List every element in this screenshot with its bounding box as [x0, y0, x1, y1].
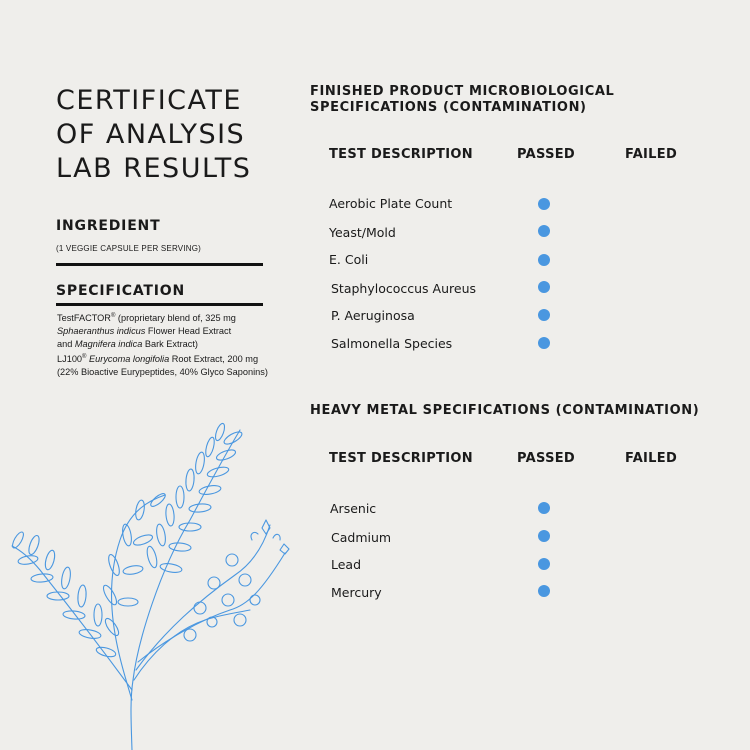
col-header-test: TEST DESCRIPTION	[329, 147, 473, 162]
passed-dot-icon	[538, 198, 550, 210]
spec-line: LJ100® Eurycoma longifolia Root Extract, 200 mg	[57, 354, 259, 365]
title-line: CERTIFICATE	[56, 85, 242, 116]
passed-dot-icon	[538, 254, 550, 266]
passed-dot-icon	[538, 225, 550, 237]
serving-note: (1 VEGGIE CAPSULE PER SERVING)	[56, 244, 202, 253]
title-line: LAB RESULTS	[56, 153, 252, 184]
botanical-plant-icon	[0, 400, 300, 750]
title-line: OF ANALYSIS	[56, 119, 246, 150]
divider-rule	[56, 263, 263, 266]
spec-line: and Magnifera indica Bark Extract)	[57, 339, 198, 350]
test-row-label: Staphylococcus Aureus	[331, 281, 477, 296]
col-header-test: TEST DESCRIPTION	[329, 451, 473, 466]
col-header-passed: PASSED	[517, 147, 576, 162]
col-header-passed: PASSED	[517, 451, 576, 466]
passed-dot-icon	[538, 585, 550, 597]
col-header-failed: FAILED	[625, 147, 678, 162]
metal-section-title: HEAVY METAL SPECIFICATIONS (CONTAMINATION)	[310, 403, 700, 418]
test-row-label: Aerobic Plate Count	[329, 196, 453, 211]
test-row-label: Cadmium	[331, 530, 392, 545]
passed-dot-icon	[538, 309, 550, 321]
specification-heading: SPECIFICATION	[56, 283, 185, 299]
ingredient-heading: INGREDIENT	[56, 218, 161, 234]
test-row-label: Yeast/Mold	[329, 225, 396, 240]
spec-line: Sphaeranthus indicus Flower Head Extract	[57, 326, 232, 337]
test-row-label: Salmonella Species	[331, 336, 453, 351]
spec-line: (22% Bioactive Eurypeptides, 40% Glyco Saponins)	[57, 367, 268, 378]
specification-text	[57, 310, 297, 379]
test-row-label: Arsenic	[330, 501, 377, 516]
divider-rule	[56, 303, 263, 306]
passed-dot-icon	[538, 281, 550, 293]
micro-section-title: FINISHED PRODUCT MICROBIOLOGICAL SPECIFICATIONS (CONTAMINATION)	[310, 84, 615, 115]
passed-dot-icon	[538, 337, 550, 349]
test-row-label: P. Aeruginosa	[331, 308, 415, 323]
passed-dot-icon	[538, 502, 550, 514]
test-row-label: Mercury	[331, 585, 382, 600]
page-title	[56, 84, 251, 186]
test-row-label: Lead	[331, 557, 362, 572]
test-row-label: E. Coli	[329, 252, 369, 267]
passed-dot-icon	[538, 558, 550, 570]
spec-line: TestFACTOR® (proprietary blend of, 325 mg	[57, 313, 236, 324]
passed-dot-icon	[538, 530, 550, 542]
col-header-failed: FAILED	[625, 451, 678, 466]
